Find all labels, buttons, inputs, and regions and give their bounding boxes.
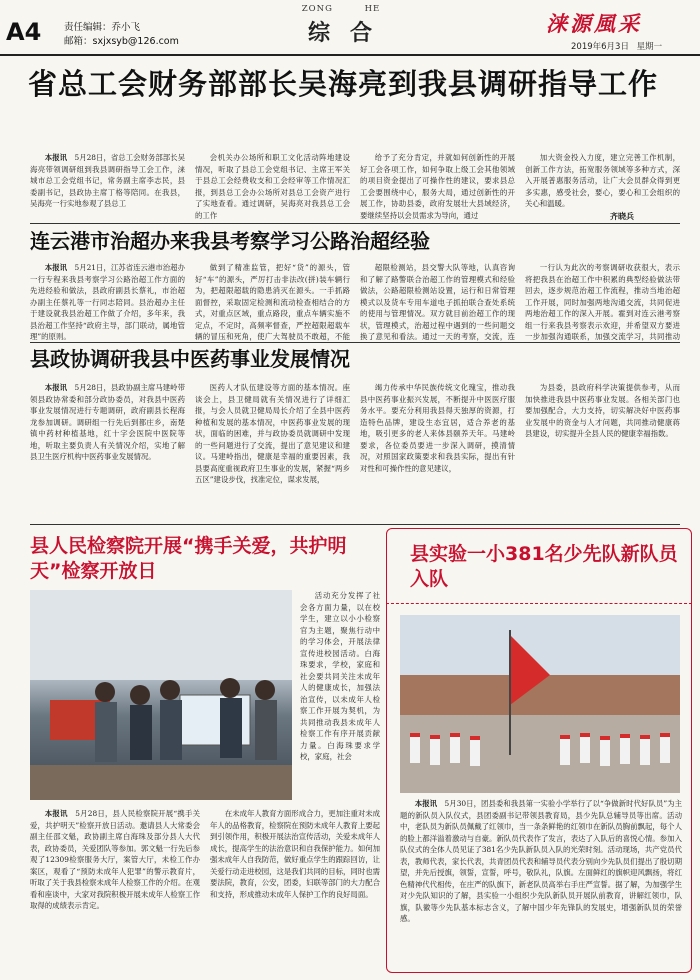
article4-col1: 本报讯 5月28日，县人民检察院开展“携手关爱，共护明天”检察开放日活动。邀请县人大常委会副主任邵文魁，政协副主席白海珠及部分县人大代表，政协委员，关爱团队等参加。郭文魁一行先后参观了12309检察服务大厅，案管大厅，未检工作办案区，观看了“预防未成年人犯罪”的警示教育片，听取了关于我县检察未成年人检察工作的介绍。在观看和座谈中，大家对我院积极开展未成年人检察工作取得的成绩表示肯定。: [30, 809, 200, 910]
article4-photo: [30, 590, 292, 800]
article1-body: [30, 152, 680, 230]
article5-title: 县实验一小381名少先队新队员入队: [410, 543, 678, 590]
page-number: A4: [6, 18, 42, 46]
article3-col3: 竭力传承中华民族传统文化瑰宝，推动我县中医药事业振兴发展，不断提升中医医疗服务水平。要充分利用我县得天独厚的资源，打造特色品牌，建设生态宜居，适合养老的基地，吸引更多的老人来体县颐养天年。马建岭要求，各位委员要进一步深入调研，摸清情况，对照国家政策要求和我县实际，提出有针对性和可操作性的意见建议，: [360, 383, 515, 473]
article1-col1: 本报讯 5月28日，省总工会财务部部长吴海亮带领调研组到我县调研指导工会工作，涞城市总工会党组书记，常务副主席李志民，县委副书记，县政协主席丁格等陪同。在我县，吴海亮一行实地参观了县总工: [30, 153, 185, 208]
article4-body: [30, 808, 380, 973]
article1-byline: 本报讯: [44, 153, 68, 162]
issue-weekday: 星期一: [636, 42, 663, 52]
article4-side: 活动充分发挥了社会各方面力量，以在校学生，建立以小小检察官为主题，聚焦行动中的学习体会，开展法律宣传进校园活动。白海珠要求，学校，家庭和社会要共同关注未成年人的健康成长，加强法治宣传，以未成年人检察工作开展为契机，为共同推动我县未成年人检察工作有序开展贡献力量。白海珠要求学校，家庭，社会: [300, 591, 380, 761]
article5-photo: [400, 615, 680, 793]
article1-title: 省总工会财务部部长吴海亮到我县调研指导工作: [28, 67, 659, 101]
article2-col1: 本报讯 5月21日，江苏省连云港市治超办一行专程来我县考察学习公路治超工作方面的先进经验和做法，县政府副县长蔡礼，市治超办副主任蔡礼等一行同志陪同。县治超办主任于建设就我县治超工作做了介绍，多年来，我县治超工作坚持“政府主导，部门联动，属地管理”的原则。: [30, 263, 185, 341]
article3-title: 县政协调研我县中医药事业发展情况: [30, 347, 350, 371]
pinyin-right: HE: [364, 4, 381, 14]
section-pinyin: [276, 4, 406, 14]
article2-title: 连云港市治超办来我县考察学习公路治超经验: [30, 229, 430, 253]
masthead: [0, 0, 700, 56]
divider: [30, 524, 680, 525]
article3-col4: 为县委，县政府科学决策提供参考，从而加快推进我县中医药事业发展。各相关部门也要加强配合，大力支持，切实解决好中医药事业发展中的资金与人才问题，共同推动健康蒋县建设，切实提升全县人民的健康幸福指数。: [525, 383, 680, 438]
article3-col1: 本报讯 5月28日，县政协副主席马建岭带领县政协常委和部分政协委员，对我县中医药事业发展情况进行专题调研，政府副县长程海龙参加调研。调研组一行先后到都庄乡，南楚镇中药材种植基地，红十字会医院中医院等地，听取主要负责人有关情况介绍，实地了解县卫生医疗机构中医药事业发展情况。: [30, 383, 185, 461]
article4-col2: 在未成年人教育方面形成合力，更加注重对未成年人的品格教育，检察院在预防未成年人教育上要起到引领作用，积极开展法治宣传活动，关爱未成年人成长，提高学生的法治意识和自我保护能力。如何加强未成年人自我防范，做好重点学生的跟踪回访，让关爱行动走进校园，这是我们共同的目标，同时也需要法院，教育，公安，团委，妇联等部门的大力配合和支持，形成推动未成年人保护工作的良好局面。: [210, 809, 380, 899]
article1-col2: 会机关办公场所和职工文化活动阵地建设情况，听取了县总工会党组书记、主席王军关于县总工会经费收支和工会经审等工作情况汇报，到县总工会办公场所对县总工会资产进行了实地查看。通过调研，吴海亮对我县总工会的工作: [195, 153, 350, 220]
article2-body: [30, 262, 680, 342]
article2-col3: 超限检测站，县交警大队等地，认真咨询和了解了路警联合治超工作的管理模式和经验做法，公路超限检测站设置，运行和日常管理模式以及货车专用车道电子抓拍联合查处系统的使用与管理情况。双方就目前治超工作的现状，管理模式，治超过程中遇到的一些问题交换了意见和看法。通过一天的考察，交流，连: [360, 263, 515, 341]
section-name: 综合: [307, 20, 392, 46]
editor-label: 责任编辑：乔小飞: [64, 22, 141, 33]
editor-info: [64, 21, 179, 49]
pinyin-left: ZONG: [301, 4, 333, 14]
email-label: 邮箱：sxjxsyb@126.com: [64, 36, 179, 47]
date-line: [566, 40, 662, 52]
article3-body: [30, 382, 680, 522]
newspaper-logo: 涞源風采: [546, 11, 642, 36]
issue-date: 2019年6月3日: [571, 42, 629, 52]
article1-col3: 给予了充分肯定，并就如何创新性的开展好工会各项工作，如何争取上级工会其他领域的项目资金提出了可操作性的建议，要求县总工会要围绕中心，服务大局，通过创新性的开展工作，协助县委，政府发展壮大县域经济，要继续坚持以会员需求为导向，通过: [360, 153, 515, 220]
divider: [30, 342, 680, 343]
article2-col4: 一行认为此次的考察调研收获很大，表示将把我县在治超工作中积累的典型经验做法带回去，逐步规范治超工作流程，推动当地治超工作开展，同时加强两地沟通交流，共同促进两地治超工作的深入开展。霍到对连云港考察组一行来我县考察表示欢迎，并希望双方要进一步加强沟通联系，加强交流学习，共同推动: [525, 263, 680, 341]
article5-body: 本报讯 5月30日，团县委和我县第一实验小学举行了以“争做新时代好队员”为主题的新队员入队仪式，县团委副书记带领县教育局，县少先队总辅导员等出席。活动中，老队员为新队员佩戴了红领巾，当一条条鲜艳的红领巾在新队员胸前飘起，每个人的脸上都洋溢着激动与自豪。新队员代表作了发言，表达了入队后的喜悦心情。参加入队仪式的全体人员见证了381名少先队新队员入队的光荣时刻。活动现场，共产党员代表，教师代表，家长代表，共青团员代表和辅导员代表分别向少先队员们提出了殷切期望，并先后授旗，领誓，宣誓，呼号，敬队礼，队旗。左面鲜红的旗帜迎风飘扬，将红色精神代代相传，在庄严的队旗下，新老队员高举右手庄严宣誓。据了解，为加强学生对少先队知识的了解，县实验一小组织少先队新队员开展队前教育，讲解红领巾，队旗，队徽等少先队基本标志含义，了解中国少年先锋队的发展史，增强新队员的荣誉感。: [400, 799, 682, 923]
article4-title: 县人民检察院开展“携手关爱，共护明天”检察开放日: [30, 535, 347, 582]
section-header: [276, 4, 406, 54]
article1-col4: 加大资金投入力度，建立完善工作机制，创新工作方法，拓宽服务领域等多种方式，深入开展普惠服务活动，让广大会员群众得到更多实惠，感受社会，要心，要心和工会组织的关心和温暖。: [525, 153, 680, 208]
divider: [30, 223, 680, 224]
article1-author: 齐晓兵: [610, 212, 634, 221]
article2-col2: 做到了精准监管，把好“货”的源头，管好“车”的源头，严厉打击非法改(拼)装车辆行为，把超限超载的隐患消灭在源头。一手抓路面督控，采取固定检测和流动检查相结合的方式，对重点区域，重点路段，重点车辆实施不定点，不定时，高频率督查，严控超限超载车辆的冒压和死角，使广大驾驶员不敢超，不能: [195, 263, 350, 341]
article3-col2: 医药人才队伍建设等方面的基本情况。座谈会上，县卫健局就有关情况进行了详细汇报，与会人员就卫健局局长介绍了全县中医药种植和发展的基本情况，中医药事业发展的现状，面临的困难，并与政协委员就调研中发现的一些问题进行了交流，提出了意见建议和建议。马建岭指出，健康是幸福的重要因素，我县要高度重视政府卫生事业的发展，紧握“两乡五区”建设步伐，找准定位，谋求发展，: [195, 383, 350, 484]
